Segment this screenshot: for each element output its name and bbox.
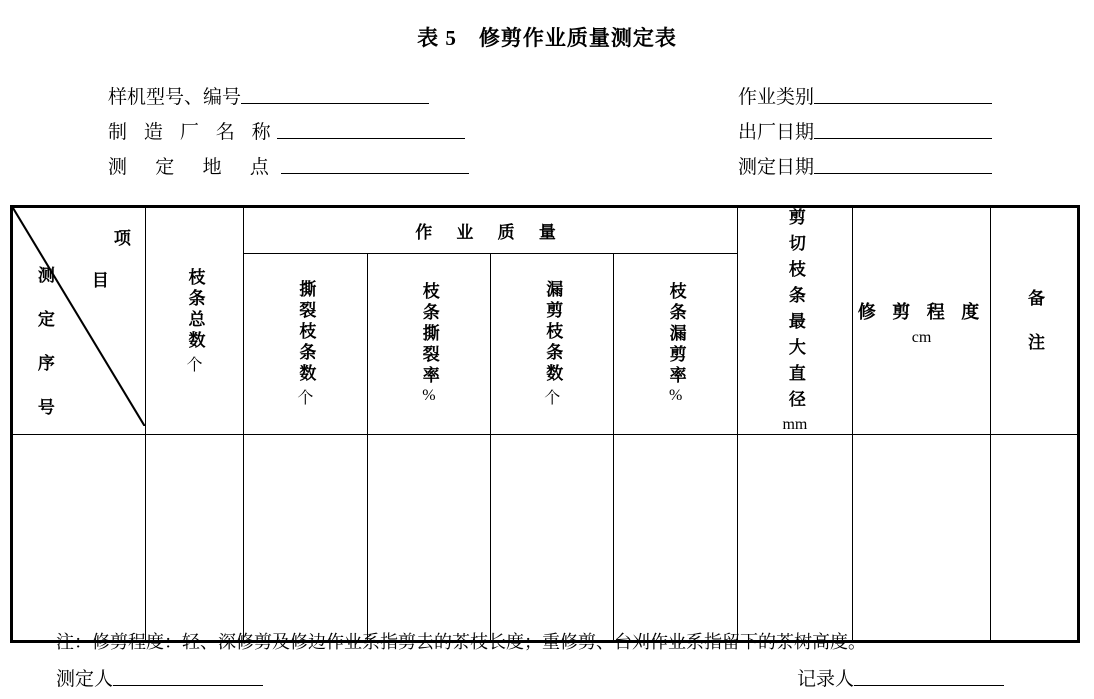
table-row	[12, 435, 1079, 642]
document-page	[0, 22, 1094, 699]
footer-field-measurer[interactable]	[56, 670, 263, 689]
column-header-torn-branch-rate	[367, 253, 490, 434]
input-factory-date[interactable]	[814, 137, 992, 139]
input-manufacturer[interactable]	[277, 137, 465, 139]
input-measurer[interactable]	[113, 684, 263, 686]
label-factory-date: 出厂日期	[738, 122, 815, 143]
header-field-factory-date[interactable]	[738, 123, 992, 142]
column-unit-pruning-degree: cm	[911, 329, 932, 347]
column-header-missed-branch-count	[491, 253, 614, 434]
column-header-pruning-degree-text: 修 剪 程 度	[857, 301, 986, 322]
column-header-torn-branch-count-text: 撕裂枝条数	[296, 279, 316, 385]
input-location[interactable]	[281, 172, 469, 174]
column-header-branch-total	[145, 207, 243, 435]
column-header-torn-branch-count	[244, 253, 367, 434]
cell-pruning-degree[interactable]	[852, 435, 990, 642]
footer-field-recorder[interactable]	[797, 670, 1004, 689]
cell-torn-branch-rate[interactable]	[367, 435, 490, 642]
header-field-location[interactable]	[108, 158, 738, 177]
header-row-3	[108, 142, 1054, 177]
column-unit-torn-branch-rate: %	[422, 387, 436, 405]
column-unit-max-diameter: mm	[782, 416, 808, 433]
footer-signatures	[56, 670, 1056, 689]
table-note: 注：修剪程度：轻、深修剪及修边作业系指剪去的茶枝长度；重修剪、台刈作业系指留下的茶树高度。	[56, 632, 866, 652]
input-measure-date[interactable]	[814, 172, 992, 174]
table-header-row-1	[12, 207, 1079, 254]
input-recorder[interactable]	[854, 684, 1004, 686]
corner-label-serial: 测 定 序 号	[34, 266, 54, 419]
column-unit-missed-branch-count: 个	[544, 389, 561, 407]
measurement-table	[10, 205, 1080, 643]
label-sample-model: 样机型号、编号	[108, 87, 242, 108]
column-header-pruning-degree	[852, 207, 990, 435]
column-header-branch-total-text: 枝条总数	[185, 267, 205, 352]
column-unit-torn-branch-count: 个	[297, 389, 314, 407]
column-header-missed-branch-rate	[614, 253, 737, 434]
column-header-missed-branch-rate-text: 枝条漏剪率	[666, 282, 686, 388]
cell-torn-branch-count[interactable]	[244, 435, 367, 642]
column-header-max-diameter-text: 剪切枝条最大直径	[785, 208, 805, 416]
label-measure-date: 测定日期	[738, 157, 815, 178]
column-header-torn-branch-rate-text: 枝条撕裂率	[419, 282, 439, 388]
cell-branch-total[interactable]	[145, 435, 243, 642]
header-field-measure-date[interactable]	[738, 158, 992, 177]
header-field-sample-model[interactable]	[108, 88, 738, 107]
label-manufacturer: 制 造 厂 名 称	[108, 122, 277, 143]
label-location: 测 定 地 点	[108, 157, 281, 178]
header-row-1	[108, 72, 1054, 107]
label-recorder: 记录人	[797, 669, 855, 690]
cell-missed-branch-rate[interactable]	[614, 435, 737, 642]
group-header-operation-quality: 作 业 质 量	[244, 207, 738, 254]
header-field-manufacturer[interactable]	[108, 123, 738, 142]
label-operation-type: 作业类别	[738, 87, 815, 108]
header-row-2	[108, 107, 1054, 142]
cell-missed-branch-count[interactable]	[491, 435, 614, 642]
column-unit-missed-branch-rate: %	[669, 387, 683, 405]
header-fields	[0, 72, 1094, 177]
column-header-max-diameter	[737, 207, 852, 435]
corner-label-item2: 目	[91, 271, 109, 290]
cell-remarks[interactable]	[991, 435, 1079, 642]
input-operation-type[interactable]	[814, 102, 992, 104]
corner-label-item: 项	[113, 229, 131, 248]
label-measurer: 测定人	[56, 669, 114, 690]
column-header-remarks-text: 备 注	[1024, 288, 1044, 354]
cell-max-diameter[interactable]	[737, 435, 852, 642]
column-header-remarks	[991, 207, 1079, 435]
corner-header-cell	[12, 207, 146, 435]
cell-serial[interactable]	[12, 435, 146, 642]
header-field-operation-type[interactable]	[738, 88, 992, 107]
input-sample-model[interactable]	[241, 102, 429, 104]
page-title: 表 5 修剪作业质量测定表	[417, 26, 677, 50]
column-header-missed-branch-count-text: 漏剪枝条数	[543, 279, 563, 385]
column-unit-branch-total: 个	[186, 356, 203, 374]
